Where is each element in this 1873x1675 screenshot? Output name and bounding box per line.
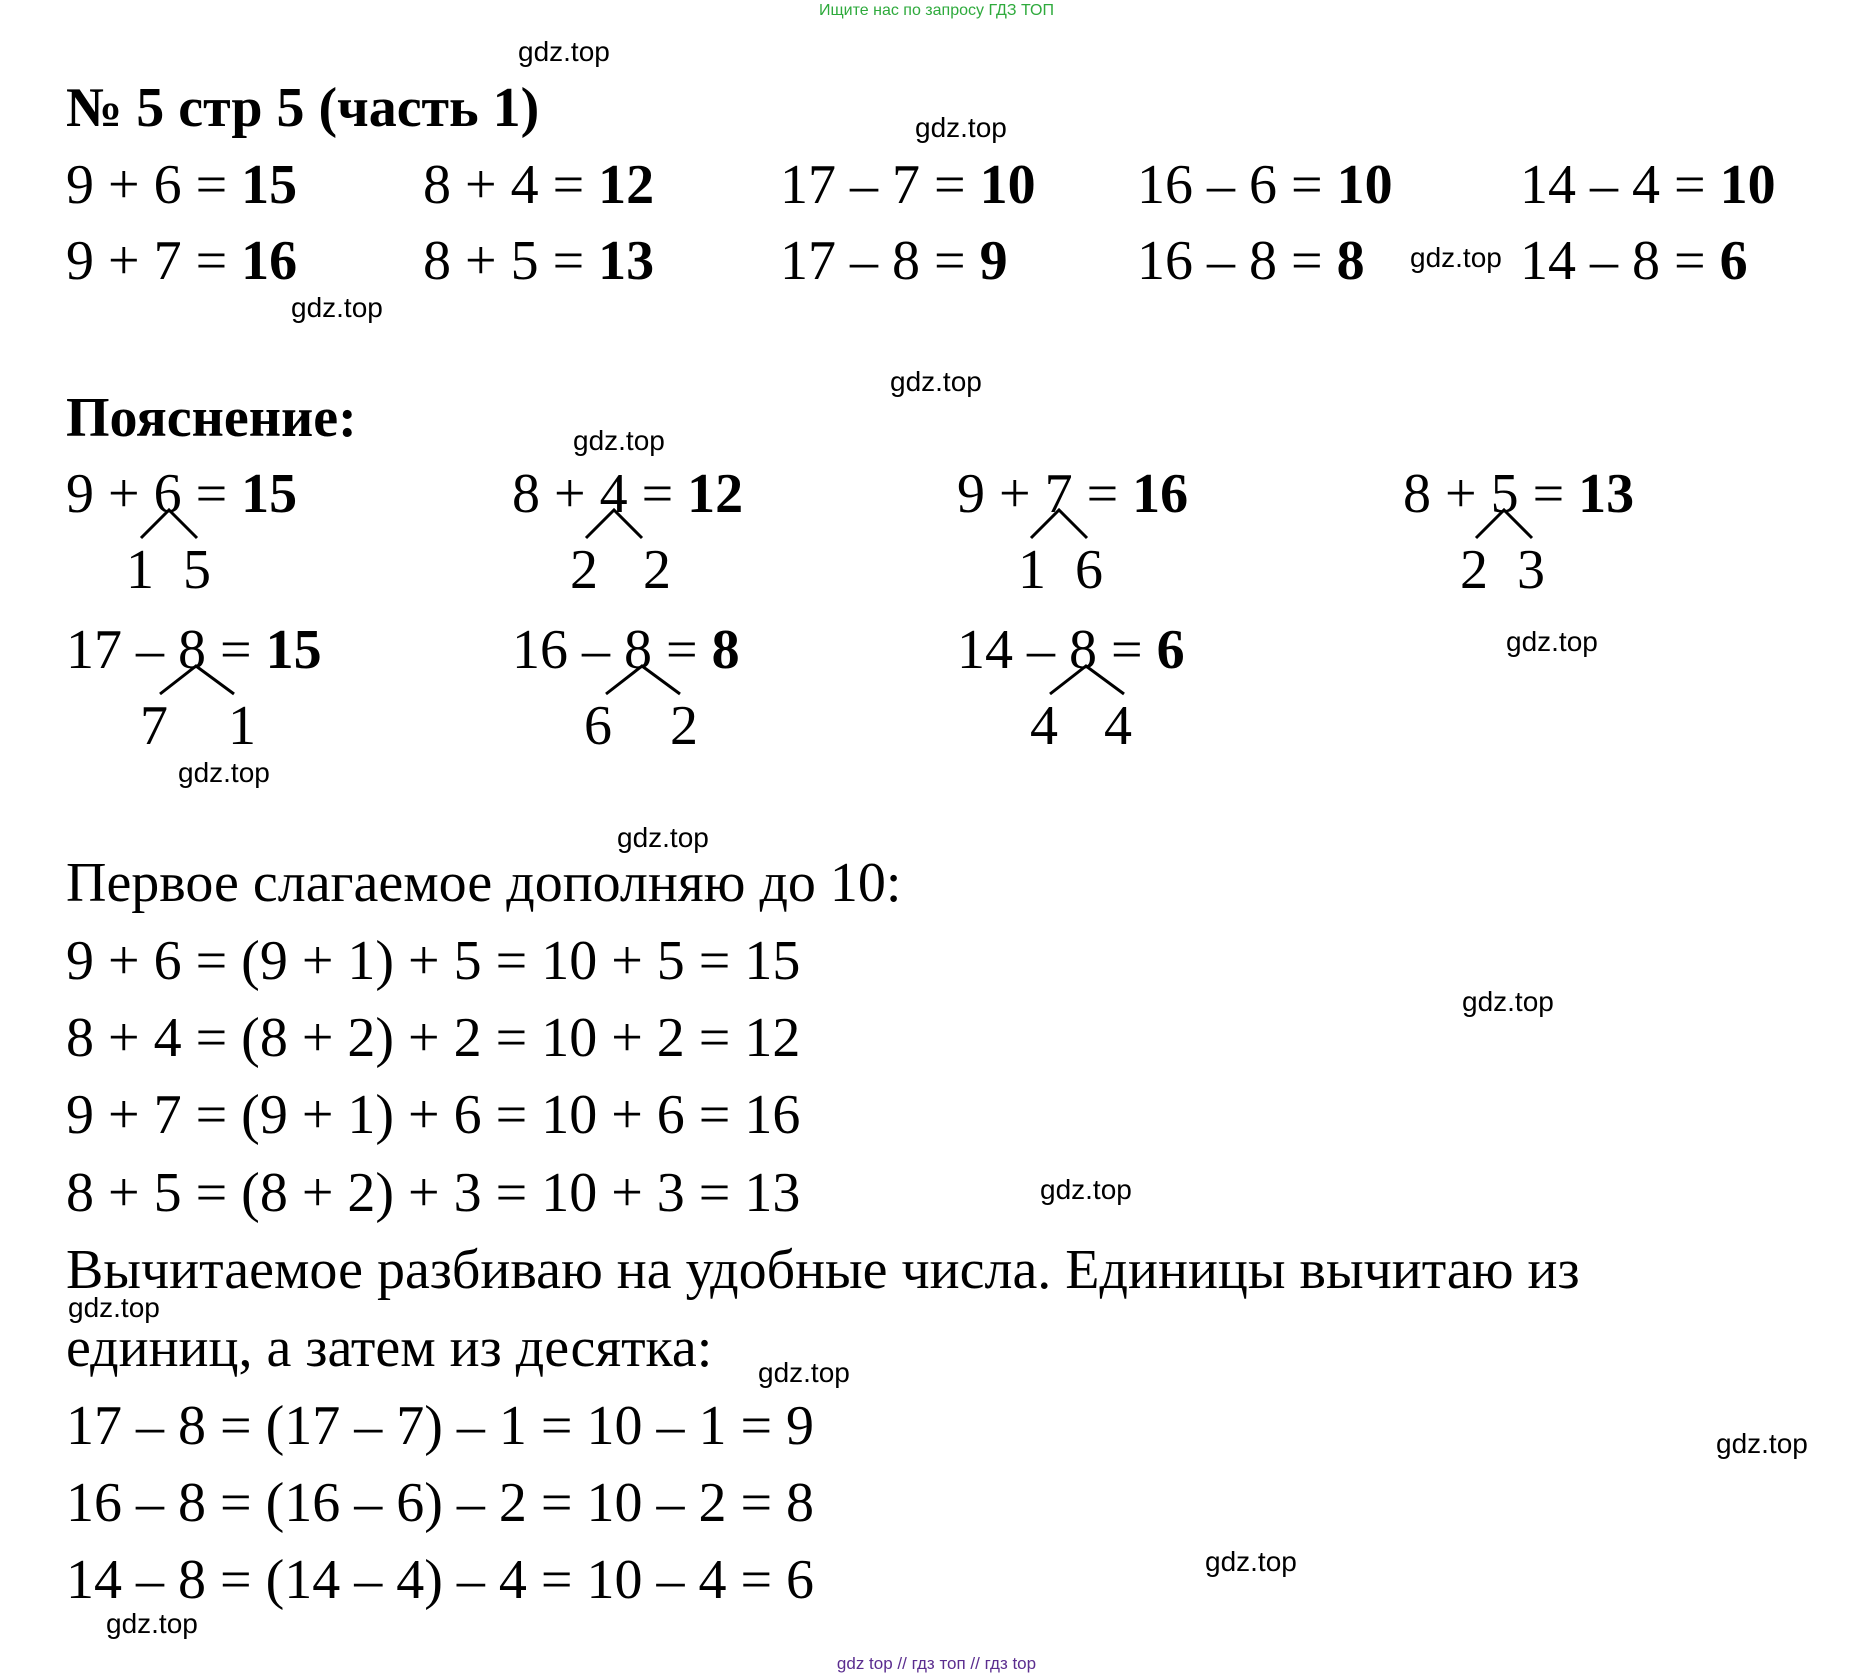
decomposition-branch [1025, 506, 1095, 540]
decomposition-equation: 16 – 8 = 8 [512, 619, 740, 681]
decomposition-equation: 9 + 7 = 16 [957, 463, 1189, 525]
addition-step: 9 + 7 = (9 + 1) + 6 = 10 + 6 = 16 [66, 1084, 801, 1146]
answer-equation: 16 – 6 = 10 [1137, 154, 1393, 216]
watermark: gdz.top [573, 425, 665, 456]
decomposition-part: 2 [570, 539, 598, 601]
watermark: gdz.top [1506, 626, 1598, 657]
decomposition-branch [580, 506, 650, 540]
watermark: gdz.top [1205, 1546, 1297, 1577]
answer-equation: 9 + 7 = 16 [66, 230, 298, 292]
subtraction-rule: Вычитаемое разбиваю на удобные числа. Единицы вычитаю из [66, 1239, 1580, 1301]
decomposition-branch [1470, 506, 1540, 540]
answer-equation: 17 – 8 = 9 [780, 230, 1008, 292]
watermark: gdz.top [890, 366, 982, 397]
footer-links: gdz top // гдз топ // гдз top [836, 1654, 1037, 1673]
answer-equation: 14 – 4 = 10 [1520, 154, 1776, 216]
addition-step: 8 + 4 = (8 + 2) + 2 = 10 + 2 = 12 [66, 1007, 801, 1069]
top-banner: Ищите нас по запросу ГДЗ ТОП [819, 2, 1054, 19]
page-title: № 5 стр 5 (часть 1) [66, 77, 540, 139]
watermark: gdz.top [291, 292, 383, 323]
subtraction-step: 16 – 8 = (16 – 6) – 2 = 10 – 2 = 8 [66, 1472, 815, 1534]
answer-equation: 17 – 7 = 10 [780, 154, 1036, 216]
decomposition-part: 7 [140, 695, 168, 757]
decomposition-part: 3 [1517, 539, 1545, 601]
watermark: gdz.top [518, 36, 610, 67]
watermark: gdz.top [1716, 1428, 1808, 1459]
answer-equation: 8 + 4 = 12 [423, 154, 655, 216]
subtraction-rule: единиц, а затем из десятка: [66, 1317, 713, 1379]
decomposition-part: 6 [1075, 539, 1103, 601]
decomposition-equation: 8 + 5 = 13 [1403, 463, 1635, 525]
addition-step: 8 + 5 = (8 + 2) + 3 = 10 + 3 = 13 [66, 1162, 801, 1224]
answer-equation: 16 – 8 = 8 [1137, 230, 1365, 292]
decomposition-part: 5 [183, 539, 211, 601]
watermark: gdz.top [68, 1292, 160, 1323]
decomposition-part: 2 [643, 539, 671, 601]
answer-equation: 14 – 8 = 6 [1520, 230, 1748, 292]
decomposition-part: 6 [584, 695, 612, 757]
watermark: gdz.top [1040, 1174, 1132, 1205]
watermark: gdz.top [758, 1357, 850, 1388]
decomposition-branch [600, 662, 686, 696]
decomposition-part: 1 [126, 539, 154, 601]
watermark: gdz.top [617, 822, 709, 853]
decomposition-equation: 17 – 8 = 15 [66, 619, 322, 681]
addition-rule: Первое слагаемое дополняю до 10: [66, 852, 902, 914]
answer-equation: 9 + 6 = 15 [66, 154, 298, 216]
decomposition-part: 4 [1030, 695, 1058, 757]
watermark: gdz.top [1462, 986, 1554, 1017]
decomposition-branch [135, 506, 205, 540]
decomposition-equation: 14 – 8 = 6 [957, 619, 1185, 681]
watermark: gdz.top [106, 1608, 198, 1639]
explanation-heading: Пояснение: [66, 387, 357, 449]
addition-step: 9 + 6 = (9 + 1) + 5 = 10 + 5 = 15 [66, 930, 801, 992]
decomposition-part: 2 [1460, 539, 1488, 601]
answer-equation: 8 + 5 = 13 [423, 230, 655, 292]
decomposition-branch [154, 662, 240, 696]
decomposition-part: 1 [228, 695, 256, 757]
decomposition-part: 2 [670, 695, 698, 757]
watermark: gdz.top [178, 757, 270, 788]
subtraction-step: 14 – 8 = (14 – 4) – 4 = 10 – 4 = 6 [66, 1549, 815, 1611]
watermark: gdz.top [915, 112, 1007, 143]
decomposition-branch [1044, 662, 1130, 696]
decomposition-part: 1 [1018, 539, 1046, 601]
watermark: gdz.top [1410, 242, 1502, 273]
decomposition-equation: 9 + 6 = 15 [66, 463, 298, 525]
subtraction-step: 17 – 8 = (17 – 7) – 1 = 10 – 1 = 9 [66, 1395, 815, 1457]
decomposition-part: 4 [1104, 695, 1132, 757]
decomposition-equation: 8 + 4 = 12 [512, 463, 744, 525]
